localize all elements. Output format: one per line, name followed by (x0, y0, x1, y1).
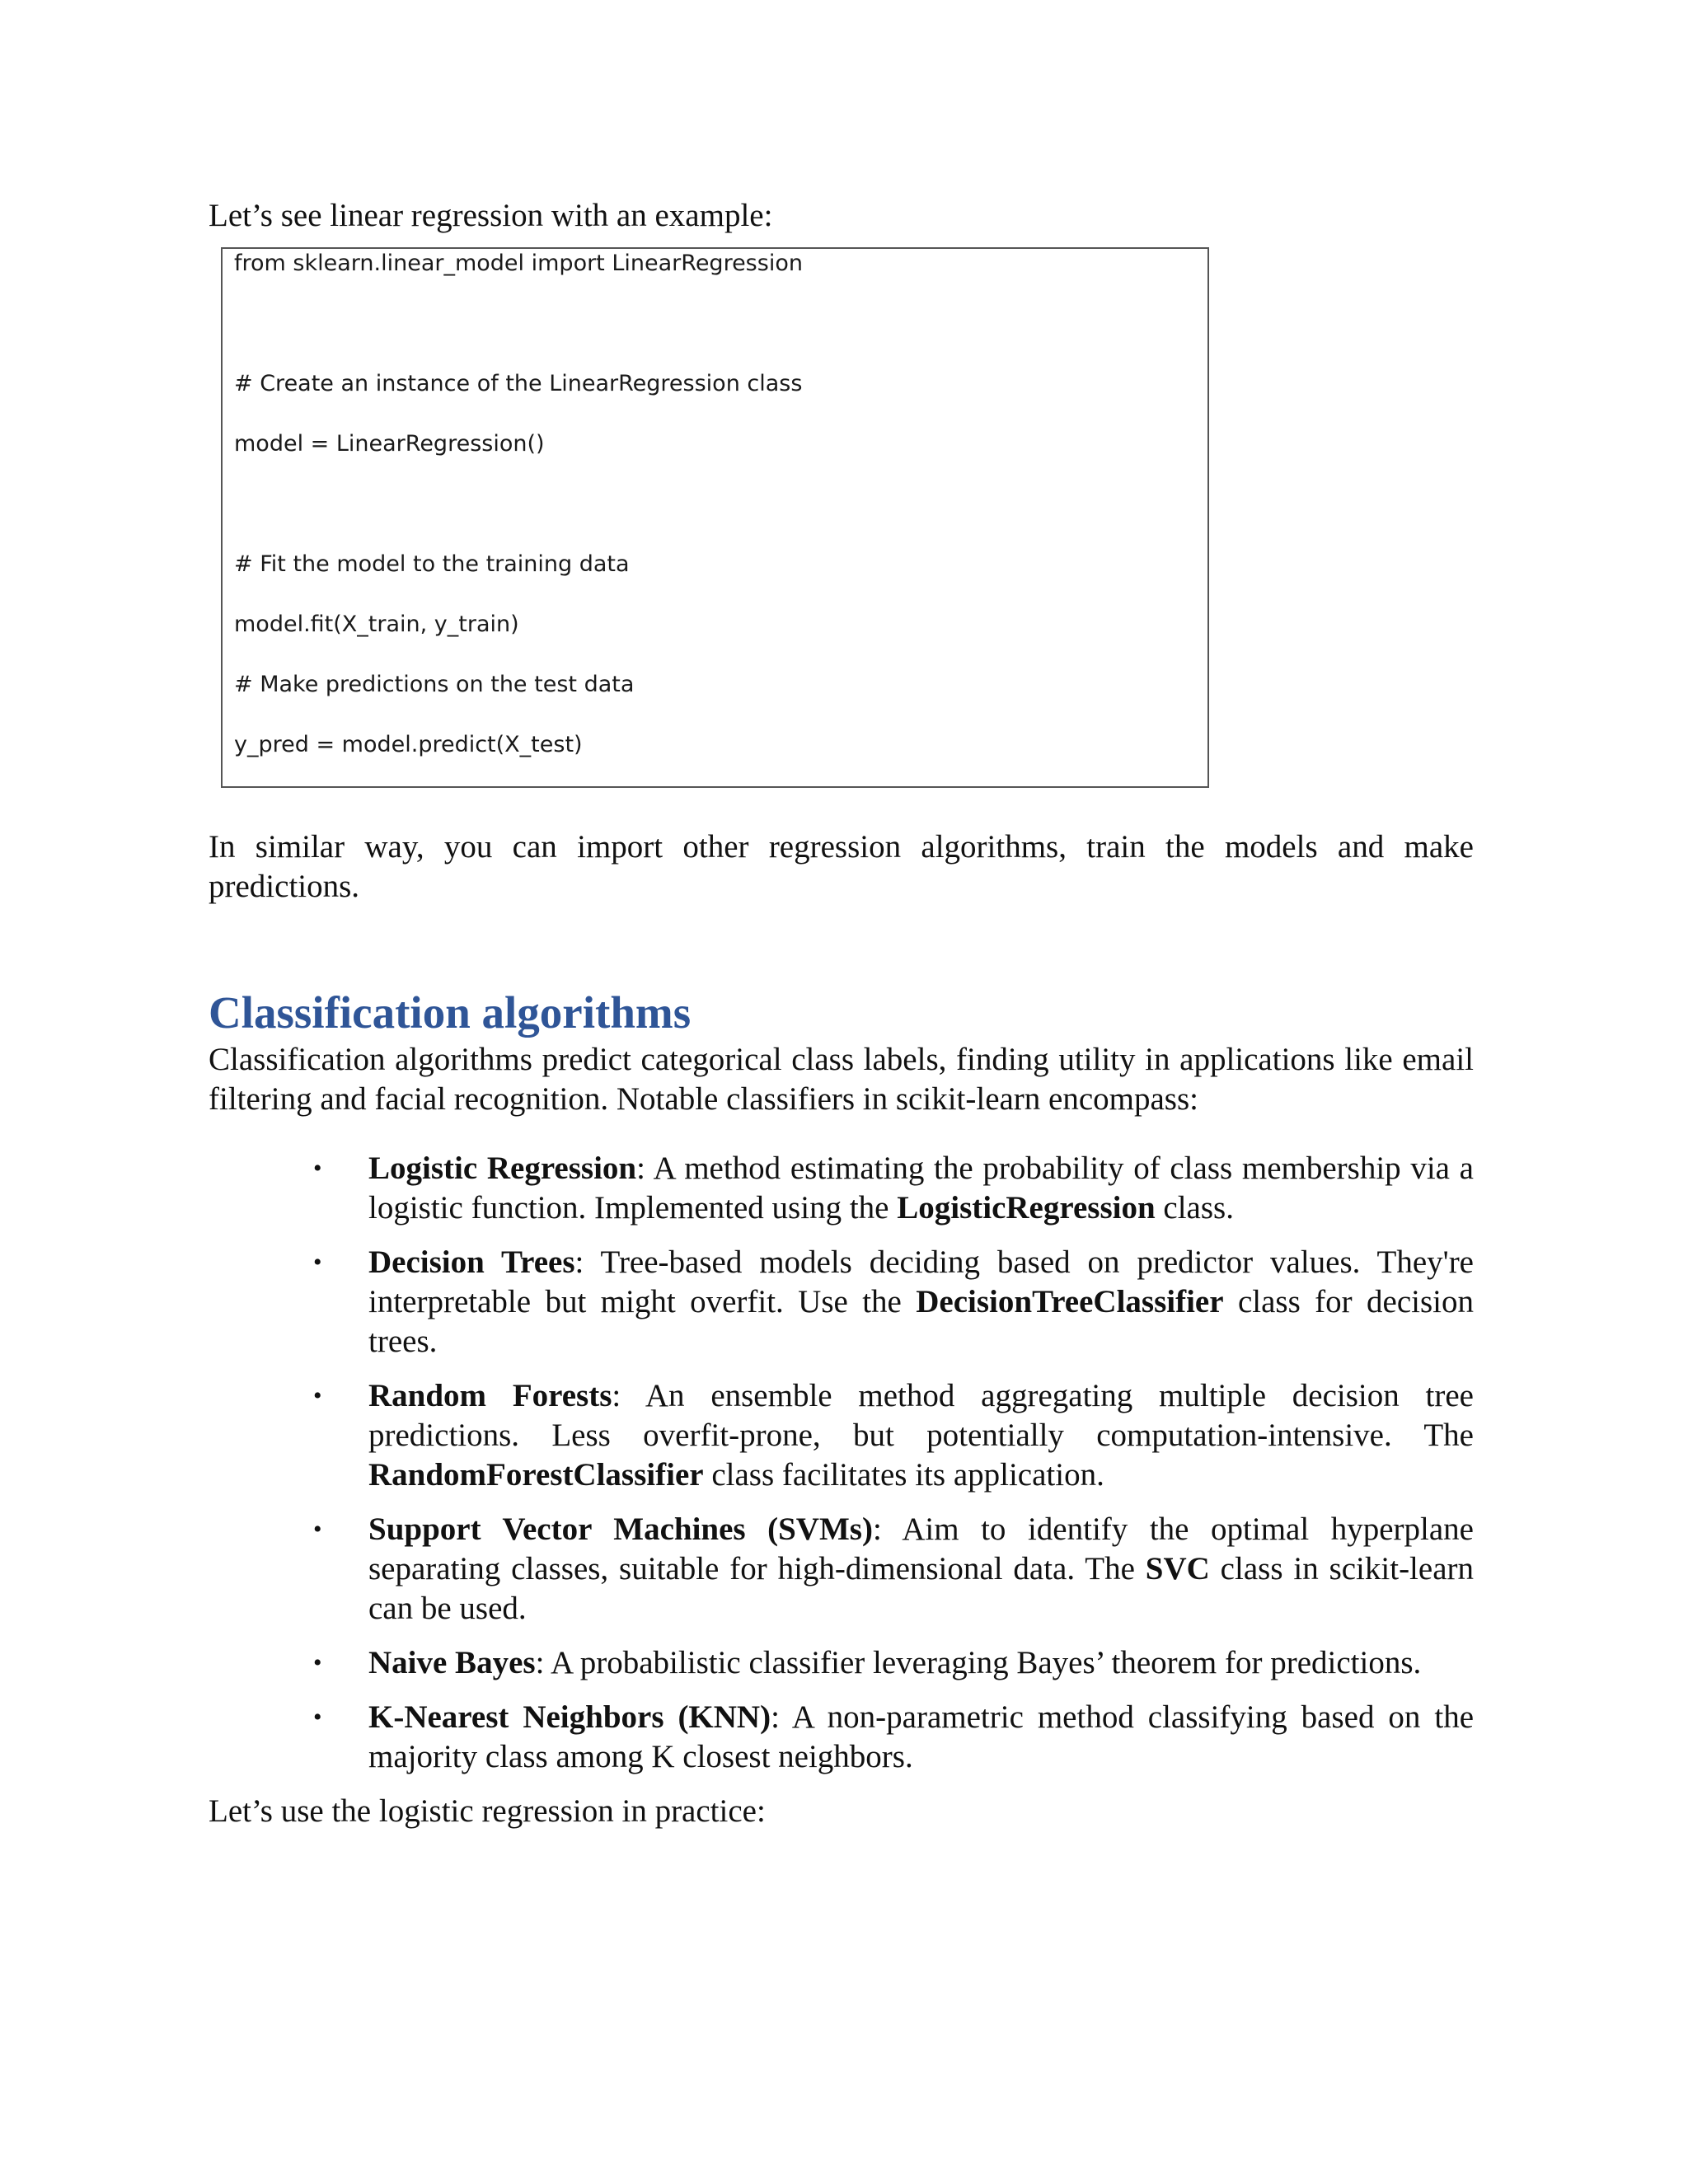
bullet-icon: • (313, 1249, 322, 1276)
algorithm-description-end: class for decision trees. (368, 1284, 1474, 1359)
code-line-comment-predict: # Make predictions on the test data (234, 672, 635, 697)
algorithm-name: Decision Trees (368, 1244, 575, 1280)
list-item-random-forests (209, 1376, 1474, 1495)
closing-paragraph: Let’s use the logistic regression in practice: (209, 1793, 766, 1829)
algorithm-name: K-Nearest Neighbors (KNN) (368, 1699, 771, 1735)
code-line-predict: y_pred = model.predict(X_test) (234, 732, 583, 757)
code-line-model: model = LinearRegression() (234, 431, 545, 457)
code-line-comment-create: # Create an instance of the LinearRegression class (234, 371, 803, 396)
code-line-comment-fit: # Fit the model to the training data (234, 551, 630, 577)
algorithm-class-name: DecisionTreeClassifier (916, 1284, 1224, 1319)
algorithm-description: : Aim to identify the optimal hyperplane separating classes, suitable for high-dimensional data. The (368, 1511, 1474, 1586)
algorithm-class-name: RandomForestClassifier (368, 1457, 704, 1493)
section-heading: Classification algorithms (209, 987, 692, 1038)
regression-summary-paragraph: In similar way, you can import other regression algorithms, train the models and make predictions. (209, 829, 1474, 904)
algorithm-name: Random Forests (368, 1378, 612, 1413)
algorithm-description: : An ensemble method aggregating multiple decision tree predictions. Less overfit-prone, but potentially computation-intensive. The (368, 1378, 1474, 1453)
bullet-icon: • (313, 1704, 322, 1731)
bullet-icon: • (313, 1516, 322, 1543)
algorithm-description-end: class in scikit-learn can be used. (368, 1551, 1474, 1626)
algorithm-description: : A method estimating the probability of class membership via a logistic function. Implemented using the (368, 1151, 1474, 1226)
classification-intro-paragraph: Classification algorithms predict categorical class labels, finding utility in applications like email filtering and facial recognition. Notable classifiers in scikit-learn encompass: (209, 1042, 1474, 1117)
algorithm-description: : A probabilistic classifier leveraging Bayes’ theorem for predictions. (535, 1645, 1422, 1680)
algorithm-name: Support Vector Machines (SVMs) (368, 1511, 873, 1547)
algorithm-class-name: SVC (1145, 1551, 1210, 1586)
list-item-naive-bayes (209, 1643, 1474, 1683)
algorithm-description: : Tree-based models deciding based on predictor values. They're interpretable but might overfit. Use the (368, 1244, 1474, 1319)
list-item-logistic-regression (209, 1149, 1474, 1228)
algorithm-description-end: class. (1155, 1190, 1234, 1226)
list-item-svm (209, 1510, 1474, 1629)
algorithm-class-name: LogisticRegression (897, 1190, 1156, 1226)
algorithm-description-end: class facilitates its application. (703, 1457, 1104, 1493)
algorithm-name: Logistic Regression (368, 1151, 637, 1186)
code-line-import: from sklearn.linear_model import LinearRegression (234, 251, 803, 276)
list-item-decision-trees (209, 1243, 1474, 1361)
intro-paragraph: Let’s see linear regression with an example: (209, 198, 773, 233)
algorithm-description: : A non-parametric method classifying based on the majority class among K closest neighbors. (368, 1699, 1475, 1774)
algorithm-list (209, 1149, 1474, 1777)
bullet-icon: • (313, 1649, 322, 1676)
code-line-fit: model.fit(X_train, y_train) (234, 612, 519, 637)
code-block (221, 247, 1209, 788)
list-item-knn (209, 1698, 1474, 1777)
algorithm-name: Naive Bayes (368, 1645, 536, 1680)
bullet-icon: • (313, 1382, 322, 1409)
document-page (209, 196, 1474, 1831)
bullet-icon: • (313, 1155, 322, 1182)
